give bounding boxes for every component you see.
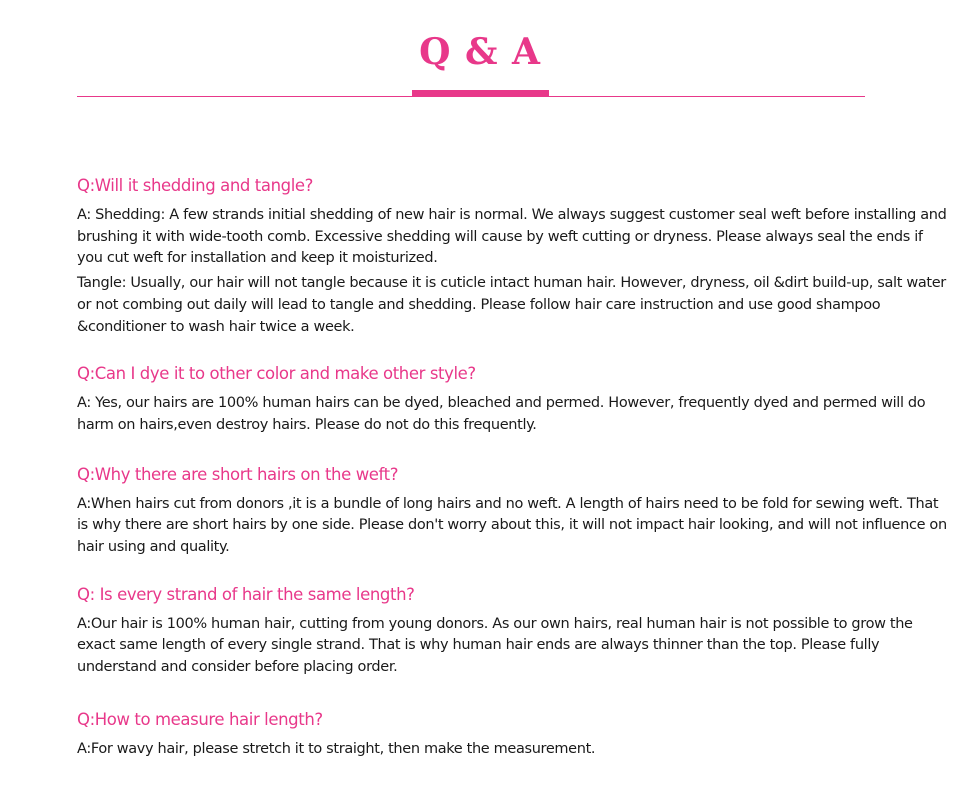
page-title: Q & A [419, 31, 541, 73]
answer-tangle: Tangle: Usually, our hair will not tangle because it is cuticle intact human hair. However, dryness, oil &dirt build-up, salt water or not combing out daily will lead to tangle and shedding. Please follow hair care instruction and use good shampoo &conditioner to wash hair twice a week. [77, 275, 946, 335]
qa-item-strand-length [77, 580, 947, 679]
title-accent-bar [412, 90, 549, 96]
question-short-hairs: Q:Why there are short hairs on the weft? [77, 464, 399, 484]
answer-short-hairs: A:When hairs cut from donors ,it is a bundle of long hairs and no weft. A length of hairs need to be fold for sewing weft. That is why there are short hairs by one side. Please don't worry about this, it will not impact hair looking, and will not influence on hair using and quality. [77, 495, 947, 556]
qa-item-dye [77, 359, 947, 436]
qa-item-shedding [77, 171, 947, 338]
title-divider [77, 96, 865, 97]
answer-shedding: A: Shedding: A few strands initial shedding of new hair is normal. We always suggest customer seal weft before installing and brushing it with wide-tooth comb. Excessive shedding will cause by weft cutting or dryness. Please always seal the ends if you cut weft for installation and keep it moisturized. [77, 207, 947, 267]
question-strand-length: Q: Is every strand of hair the same length? [77, 584, 415, 604]
question-shedding: Q:Will it shedding and tangle? [77, 176, 313, 195]
qa-list [77, 171, 947, 761]
qa-item-measure [77, 705, 947, 761]
answer-measure: A:For wavy hair, please stretch it to straight, then make the measurement. [77, 740, 596, 757]
qa-item-short-hairs [77, 460, 947, 559]
question-dye: Q:Can I dye it to other color and make other style? [77, 364, 476, 384]
question-measure: Q:How to measure hair length? [77, 709, 323, 729]
answer-strand-length: A:Our hair is 100% human hair, cutting from young donors. As our own hairs, real human hair is not possible to grow the exact same length of every single strand. That is why human hair ends are always thinner than the top. Please fully understand and consider before placing order. [77, 615, 913, 676]
answer-dye: A: Yes, our hairs are 100% human hairs can be dyed, bleached and permed. However, frequently dyed and permed will do harm on hairs,even destroy hairs. Please do not do this frequently. [77, 395, 926, 433]
